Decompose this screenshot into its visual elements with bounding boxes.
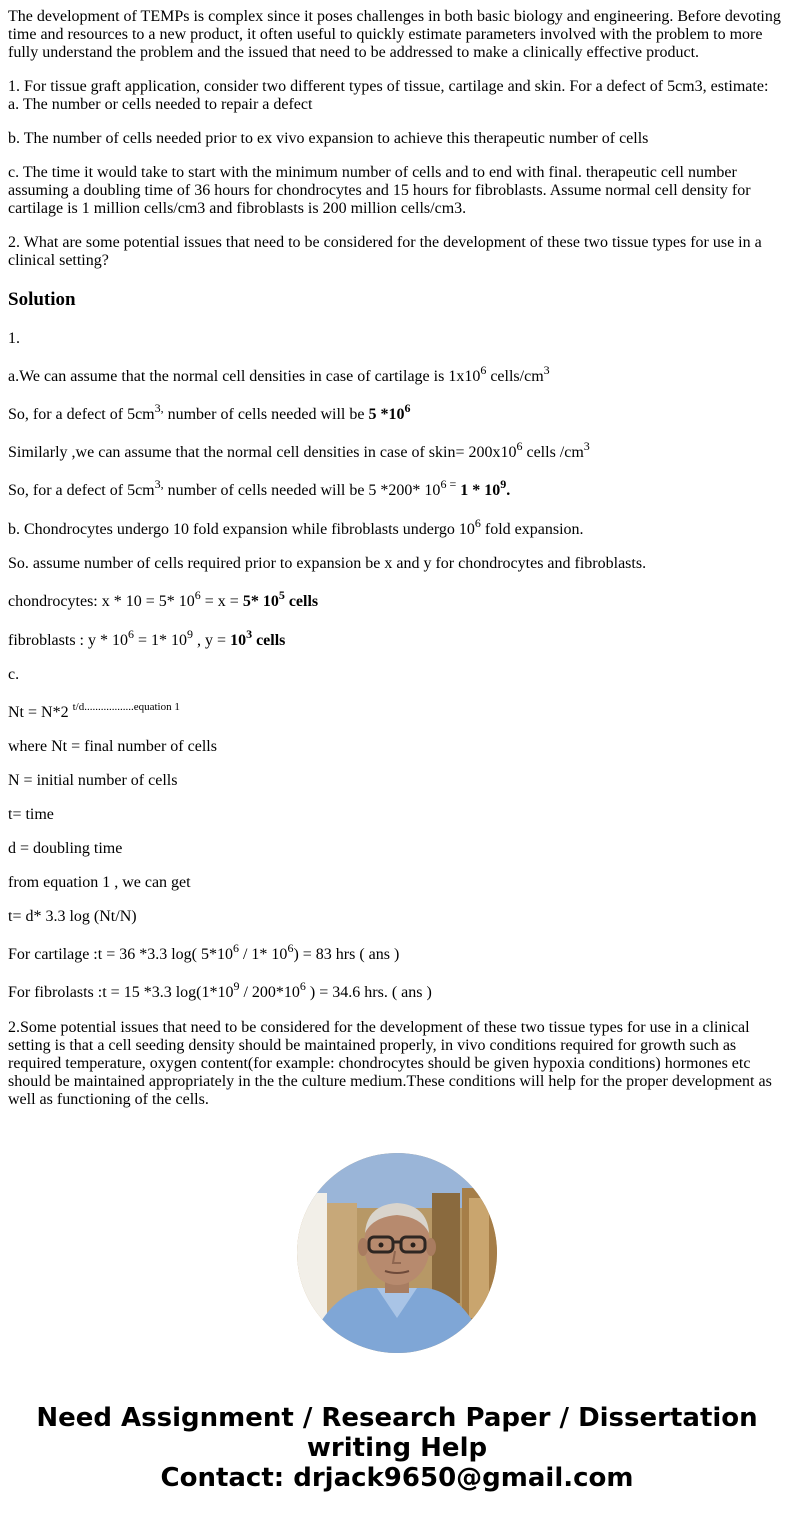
question-line: 2. What are some potential issues that need to be considered for the development of these two tissue types for use in a [8, 234, 762, 251]
answer-line: setting is that a cell seeding density should be maintained properly, in vivo conditions required for growth such as [8, 1037, 737, 1054]
question-1b: b. The number of cells needed prior to ex vivo expansion to achieve this therapeutic number of cells [8, 130, 649, 147]
question-line: c. The time it would take to start with the minimum number of cells and to end with final. therapeutic cell number [8, 164, 737, 181]
solution-item-1: 1. [8, 330, 20, 347]
definition-nt: where Nt = final number of cells [8, 738, 217, 755]
intro-line: fully understand the problem and the issued that need to be addressed to make a clinically effective product. [8, 44, 700, 61]
answer-1b-chondrocytes: chondrocytes: x * 10 = 5* $10^6 = x = 5*$ $10^5$ cells [8, 587, 319, 610]
fibroblast-time: For fibrolasts :t = 15 *3.3 $\log(1*10^9 / 200*10^6$ ) = 34.6 hrs. ( ans ) [8, 978, 432, 1001]
answer-1b-fibroblasts: fibroblasts : $y * 10^6 = 1*$ $10^9$ , $y = 10^3$ cells [8, 626, 286, 649]
answer-1a-skin-density: Similarly ,we can assume that the normal cell densities in case of skin= $200x10^6$ cells $/cm^3$ [8, 438, 590, 461]
solution-heading: Solution [8, 289, 76, 310]
definition-t: t= time [8, 806, 54, 823]
answer-1b-expansion: b. Chondrocytes undergo 10 fold expansion while fibroblasts undergo $10^6$ fold expansion. [8, 515, 584, 538]
answer-1a-density: a.We can assume that the normal cell densities in case of cartilage is $1x10^6$ cells/$cm^3$ [8, 362, 550, 385]
question-line: assuming a doubling time of 36 hours for chondrocytes and 15 hours for fibroblasts. Assume normal cell density for [8, 182, 751, 199]
question-line: cartilage is 1 million cells/cm3 and fibroblasts is 200 million cells/cm3. [8, 200, 467, 217]
derivation-text: from equation 1 , we can get [8, 874, 191, 891]
definition-d: d = doubling time [8, 840, 123, 857]
question-line: 1. For tissue graft application, consider two different types of tissue, cartilage and skin. For a defect of 5cm3, estimate: [8, 78, 769, 95]
answer-line: 2.Some potential issues that need to be considered for the development of these two tissue types for use in a clinical [8, 1019, 750, 1036]
cartilage-time: For cartilage :t = 36 *3.3 log( $5*10^6 / 1*$ $10^6) = 83$ hrs ( ans ) [8, 940, 400, 963]
author-avatar [297, 1153, 497, 1353]
contact-banner [0, 1403, 794, 1493]
banner-contact-line: Contact: drjack9650@gmail.com [160, 1463, 634, 1493]
time-formula: t= d* 3.3 log (Nt/N) [8, 908, 137, 925]
author-photo [297, 1153, 497, 1353]
answer-1c-label: c. [8, 666, 20, 683]
growth-equation: Nt = N*2 $^{t/d..................equation 1}$ [8, 700, 180, 721]
question-line: clinical setting? [8, 252, 109, 269]
answer-line: well as functioning of the cells. [8, 1091, 209, 1108]
answer-line: required temperature, oxygen content(for example: chondrocytes should be given hypoxia conditions) hormones etc [8, 1055, 751, 1072]
intro-line: The development of TEMPs is complex since it poses challenges in both basic biology and engineering. Before devoting [8, 8, 781, 25]
banner-line-1: Need Assignment / Research Paper / Dissertation [36, 1403, 758, 1433]
answer-1a-skin-cells: So, for a defect of $5cm^{3,}$ number of cells needed will be 5 *200* $10^{6 =}$ $1 * 10^9$. [8, 476, 511, 499]
answer-line: should be maintained appropriately in the the culture medium.These conditions will help for the proper development as [8, 1073, 772, 1090]
banner-line-2: writing Help [306, 1433, 488, 1463]
answer-1a-cartilage-cells: So, for a defect of $5cm^{3,}$ number of cells needed will be 5 $*10^6$ [8, 400, 411, 423]
definition-n: N = initial number of cells [8, 772, 178, 789]
question-line: a. The number or cells needed to repair a defect [8, 96, 313, 113]
answer-1b-assumption: So. assume number of cells required prior to expansion be x and y for chondrocytes and fibroblasts. [8, 555, 647, 572]
intro-line: time and resources to a new product, it often useful to quickly estimate parameters involved with the problem to more [8, 26, 763, 43]
